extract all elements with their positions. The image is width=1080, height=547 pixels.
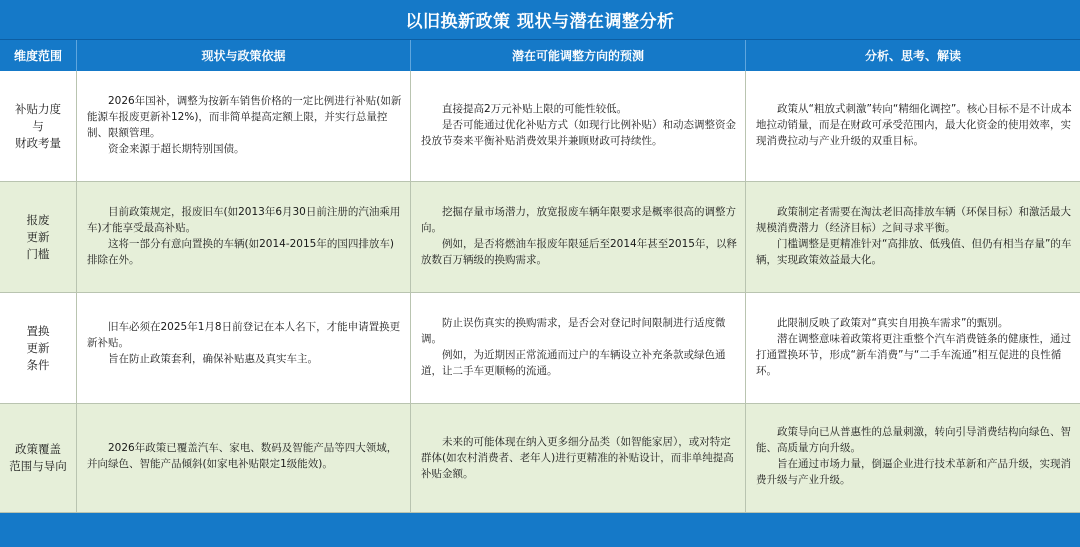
header-analysis: 分析、思考、解读 bbox=[864, 49, 961, 63]
analysis-paragraph: 此限制反映了政策对“真实自用换车需求”的甄别。 bbox=[777, 317, 1009, 329]
dimension-line: 更新 bbox=[26, 340, 50, 355]
dimension-cell bbox=[0, 182, 77, 292]
forecast-paragraph: 挖掘存量市场潜力，放宽报废车辆年限要求是概率很高的调整方向。 bbox=[421, 206, 736, 234]
header-status: 现状与政策依据 bbox=[77, 40, 411, 71]
table-row bbox=[0, 404, 1080, 513]
dimension-line: 置换 bbox=[26, 323, 50, 338]
status-paragraph: 旨在防止政策套利，确保补贴惠及真实车主。 bbox=[108, 353, 318, 365]
forecast-paragraph: 未来的可能体现在纳入更多细分品类（如智能家居），或对特定群体(如农村消费者、老年人)进行更精准的补贴设计，而非单纯提高补贴金额。 bbox=[421, 436, 734, 480]
analysis-paragraph: 旨在通过市场力量，倒逼企业进行技术革新和产品升级，实现消费升级与产业升级。 bbox=[756, 458, 1071, 486]
forecast-paragraph: 直接提高2万元补贴上限的可能性较低。 bbox=[442, 103, 628, 115]
status-cell bbox=[77, 293, 411, 403]
analysis-paragraph: 潜在调整意味着政策将更注重整个汽车消费链条的健康性，通过打通置换环节，形成“新车消费”与“二手车流通”相互促进的良性循环。 bbox=[756, 333, 1071, 377]
forecast-cell bbox=[411, 182, 746, 292]
bottom-bar bbox=[0, 513, 1080, 547]
forecast-paragraph: 例如，为近期因正常流通而过户的车辆设立补充条款或绿色通道，让二手车更顺畅的流通。 bbox=[421, 349, 726, 377]
status-paragraph: 2026年国补，调整为按新车销售价格的一定比例进行补贴(如新能源车报废更新补12%)，而非简单提高定额上限，并实行总量控制、限额管理。 bbox=[87, 95, 402, 139]
header-forecast: 潜在可能调整方向的预测 bbox=[411, 40, 746, 71]
analysis-paragraph: 政策导向已从普惠性的总量刺激，转向引导消费结构向绿色、智能、高质量方向升级。 bbox=[756, 426, 1071, 454]
status-paragraph: 这将一部分有意向置换的车辆(如2014-2015年的国四排放车)排除在外。 bbox=[87, 238, 394, 266]
header-dimension: 维度范围 bbox=[0, 40, 77, 71]
forecast-cell bbox=[411, 293, 746, 403]
analysis-cell bbox=[746, 71, 1080, 181]
table-row bbox=[0, 182, 1080, 293]
dimension-cell bbox=[0, 293, 77, 403]
dimension-line: 更新 bbox=[26, 229, 50, 244]
analysis-paragraph: 门槛调整是更精准针对“高排放、低残值、但仍有相当存量”的车辆，实现政策效益最大化。 bbox=[756, 238, 1072, 266]
analysis-cell bbox=[746, 404, 1080, 512]
status-paragraph: 2026年政策已覆盖汽车、家电、数码及智能产品等四大领域，并向绿色、智能产品倾斜(如家电补贴限定1级能效)。 bbox=[87, 442, 398, 470]
dimension-line: 政策覆盖 bbox=[15, 442, 61, 456]
dimension-cell bbox=[0, 71, 77, 181]
status-paragraph: 资金来源于超长期特别国债。 bbox=[108, 143, 245, 155]
status-cell bbox=[77, 182, 411, 292]
forecast-paragraph: 例如，是否将燃油车报废年限延后至2014年甚至2015年，以释放数百万辆级的换购需求。 bbox=[421, 238, 737, 266]
table-row bbox=[0, 293, 1080, 404]
dimension-line: 门槛 bbox=[26, 246, 50, 261]
table-row bbox=[0, 71, 1080, 182]
dimension-line: 范围与导向 bbox=[9, 459, 67, 473]
dimension-line: 报废 bbox=[26, 212, 50, 227]
status-paragraph: 目前政策规定，报废旧车(如2013年6月30日前注册的汽油乘用车)才能享受最高补贴。 bbox=[87, 206, 401, 234]
status-cell bbox=[77, 71, 411, 181]
dimension-line: 条件 bbox=[26, 357, 50, 372]
forecast-cell bbox=[411, 404, 746, 512]
analysis-cell bbox=[746, 182, 1080, 292]
dimension-line: 财政考量 bbox=[15, 135, 61, 150]
analysis-paragraph: 政策从“粗放式刺激”转向“精细化调控”。核心目标不是不计成本地拉动销量，而是在财政可承受范围内，最大化资金的使用效率，实现消费拉动与产业升级的双重目标。 bbox=[756, 103, 1072, 147]
analysis-paragraph: 政策制定者需要在淘汰老旧高排放车辆（环保目标）和激活最大规模消费潜力（经济目标）之间寻求平衡。 bbox=[756, 206, 1071, 234]
forecast-paragraph: 防止误伤真实的换购需求，是否会对登记时间限制进行适度微调。 bbox=[421, 317, 726, 345]
header-row bbox=[0, 40, 1080, 71]
dimension-line: 补贴力度 bbox=[15, 101, 61, 116]
forecast-paragraph: 是否可能通过优化补贴方式（如现行比例补贴）和动态调整资金投放节奏来平衡补贴消费效果并兼顾财政可持续性。 bbox=[421, 119, 736, 147]
status-cell bbox=[77, 404, 411, 512]
analysis-cell bbox=[746, 293, 1080, 403]
status-paragraph: 旧车必须在2025年1月8日前登记在本人名下，才能申请置换更新补贴。 bbox=[87, 321, 401, 349]
dimension-line: 与 bbox=[32, 118, 44, 133]
table-title: 以旧换新政策 现状与潜在调整分析 bbox=[0, 0, 1080, 40]
forecast-cell bbox=[411, 71, 746, 181]
dimension-cell bbox=[0, 404, 77, 512]
